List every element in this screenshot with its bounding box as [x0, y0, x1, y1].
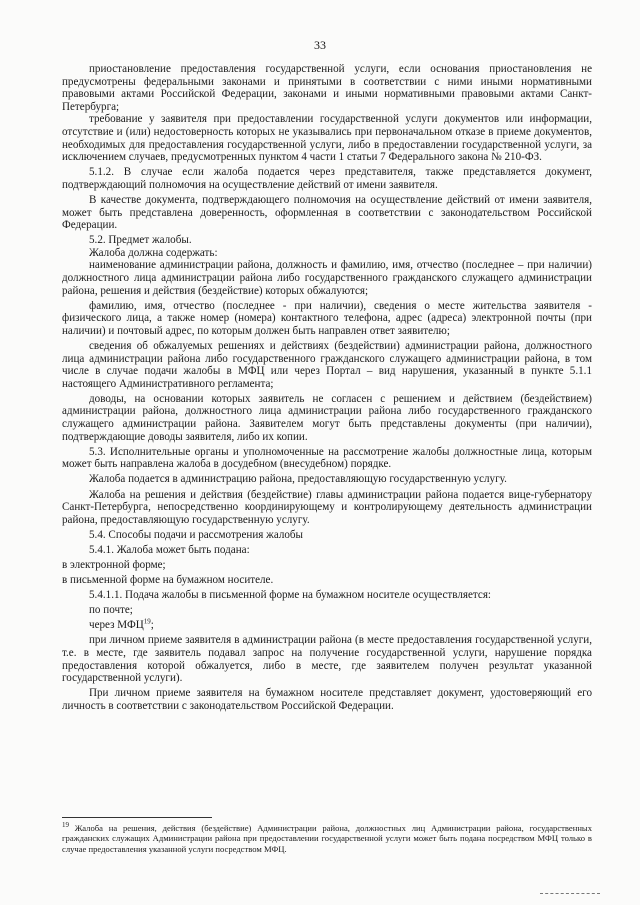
list-item: в электронной форме;: [62, 558, 166, 571]
section-heading: 5.2. Предмет жалобы.: [89, 234, 192, 247]
paragraph: В качестве документа, подтверждающего полномочия на осуществление действий от имени заявителя, может быть представлена доверенность, оформленная в соответствии с законодательством Российской Федерации.: [62, 193, 592, 232]
footnote-body: Жалоба на решения, действия (бездействие) Администрации района, должностных лиц Администрации района, государственных гражданских служащих Администрации района при предоставлении государственной услуги может быть подана посредством МФЦ только в случае предоставления указанной услуги посредством МФЦ.: [62, 823, 592, 854]
section-heading: 5.3. Исполнительные органы и уполномоченные на рассмотрение жалобы должностные лица, которым может быть направлена жалоба в досудебном (внесудебном) порядке.: [62, 445, 592, 471]
list-item: [62, 619, 592, 632]
paragraph: При личном приеме заявителя на бумажном носителе представляет документ, удостоверяющий его личность в соответствии с законодательством Российской Федерации.: [62, 687, 592, 712]
paragraph: 5.4.1. Жалоба может быть подана:: [89, 543, 250, 556]
footnote-reference: 19: [143, 617, 151, 626]
list-item-text: через МФЦ: [89, 619, 144, 632]
footnote-text: [62, 823, 592, 854]
list-item: в письменной форме на бумажном носителе.: [62, 574, 274, 587]
list-item: по почте;: [89, 604, 133, 617]
paragraph: при личном приеме заявителя в администрации района (в месте предоставления государственной услуги, т.е. в месте, где заявитель подавал запрос на получение государственной услуги, нарушение порядка предоставления которой обжалуется, либо в месте, где заявителем получен результат указанной государственной услуги).: [62, 634, 592, 685]
paragraph: фамилию, имя, отчество (последнее - при наличии), сведения о месте жительства заявителя - физического лица, а также номер (номера) контактного телефона, адрес (адреса) электронной почты (при наличии) и почтовый адрес, по которым должен быть направлен ответ заявителю;: [62, 299, 592, 337]
list-item-suffix: ;: [150, 619, 154, 632]
footnote-marker: 19: [62, 821, 69, 830]
paragraph: доводы, на основании которых заявитель не согласен с решением и действием (бездействием) администрации района, должностного лица администрации района либо государственного гражданского служащего администрации района. Заявителем могут быть представлены документы (при наличии), подтверждающие доводы заявителя, либо их копии.: [62, 392, 592, 443]
page-number: 33: [314, 38, 326, 52]
paragraph: требование у заявителя при предоставлении государственной услуги документов или информации, отсутствие и (или) недостоверность которых не указывались при первоначальном отказе в приеме документов, необходимых для предоставления государственной услуги, либо в предоставлении государственной услуги, за исключением случаев, предусмотренных пунктом 4 части 1 статьи 7 Федерального закона № 210-ФЗ.: [62, 113, 592, 164]
paragraph: приостановление предоставления государственной услуги, если основания приостановления не предусмотрены федеральными законами и принятыми в соответствии с ними иными нормативными правовыми актами Российской Федерации, законами и иными нормативными правовыми актами Санкт-Петербурга;: [62, 63, 592, 113]
scan-mark: [540, 893, 600, 894]
document-body: [62, 63, 592, 713]
paragraph: наименование администрации района, должность и фамилию, имя, отчество (последнее – при наличии) должностного лица администрации района либо государственного гражданского служащего администрации района, решения и действия (бездействие) которых обжалуются;: [62, 259, 592, 297]
section-heading: 5.4. Способы подачи и рассмотрения жалобы: [89, 528, 304, 541]
paragraph: Жалоба на решения и действия (бездействие) главы администрации района подается вице-губернатору Санкт-Петербурга, непосредственно координирующему и контролирующему деятельность администрации района, предоставляющую государственную услугу.: [62, 488, 592, 526]
paragraph: 5.1.2. В случае если жалоба подается через представителя, также представляется документ, подтверждающий полномочия на осуществление действий от имени заявителя.: [62, 166, 592, 191]
paragraph: Жалоба подается в администрацию района, предоставляющую государственную услугу.: [89, 473, 507, 486]
paragraph: 5.4.1.1. Подача жалобы в письменной форме на бумажном носителе осуществляется:: [89, 589, 492, 602]
paragraph: сведения об обжалуемых решениях и действиях (бездействии) администрации района, должностного лица администрации района либо государственного гражданского служащего администрации района, в том числе в случае подачи жалобы в МФЦ или через Портал – вид нарушения, указанный в пункте 5.1.1 настоящего Административного регламента;: [62, 339, 592, 390]
paragraph: Жалоба должна содержать:: [89, 246, 218, 259]
footnote-divider: [62, 817, 212, 818]
footnote: [62, 823, 592, 854]
